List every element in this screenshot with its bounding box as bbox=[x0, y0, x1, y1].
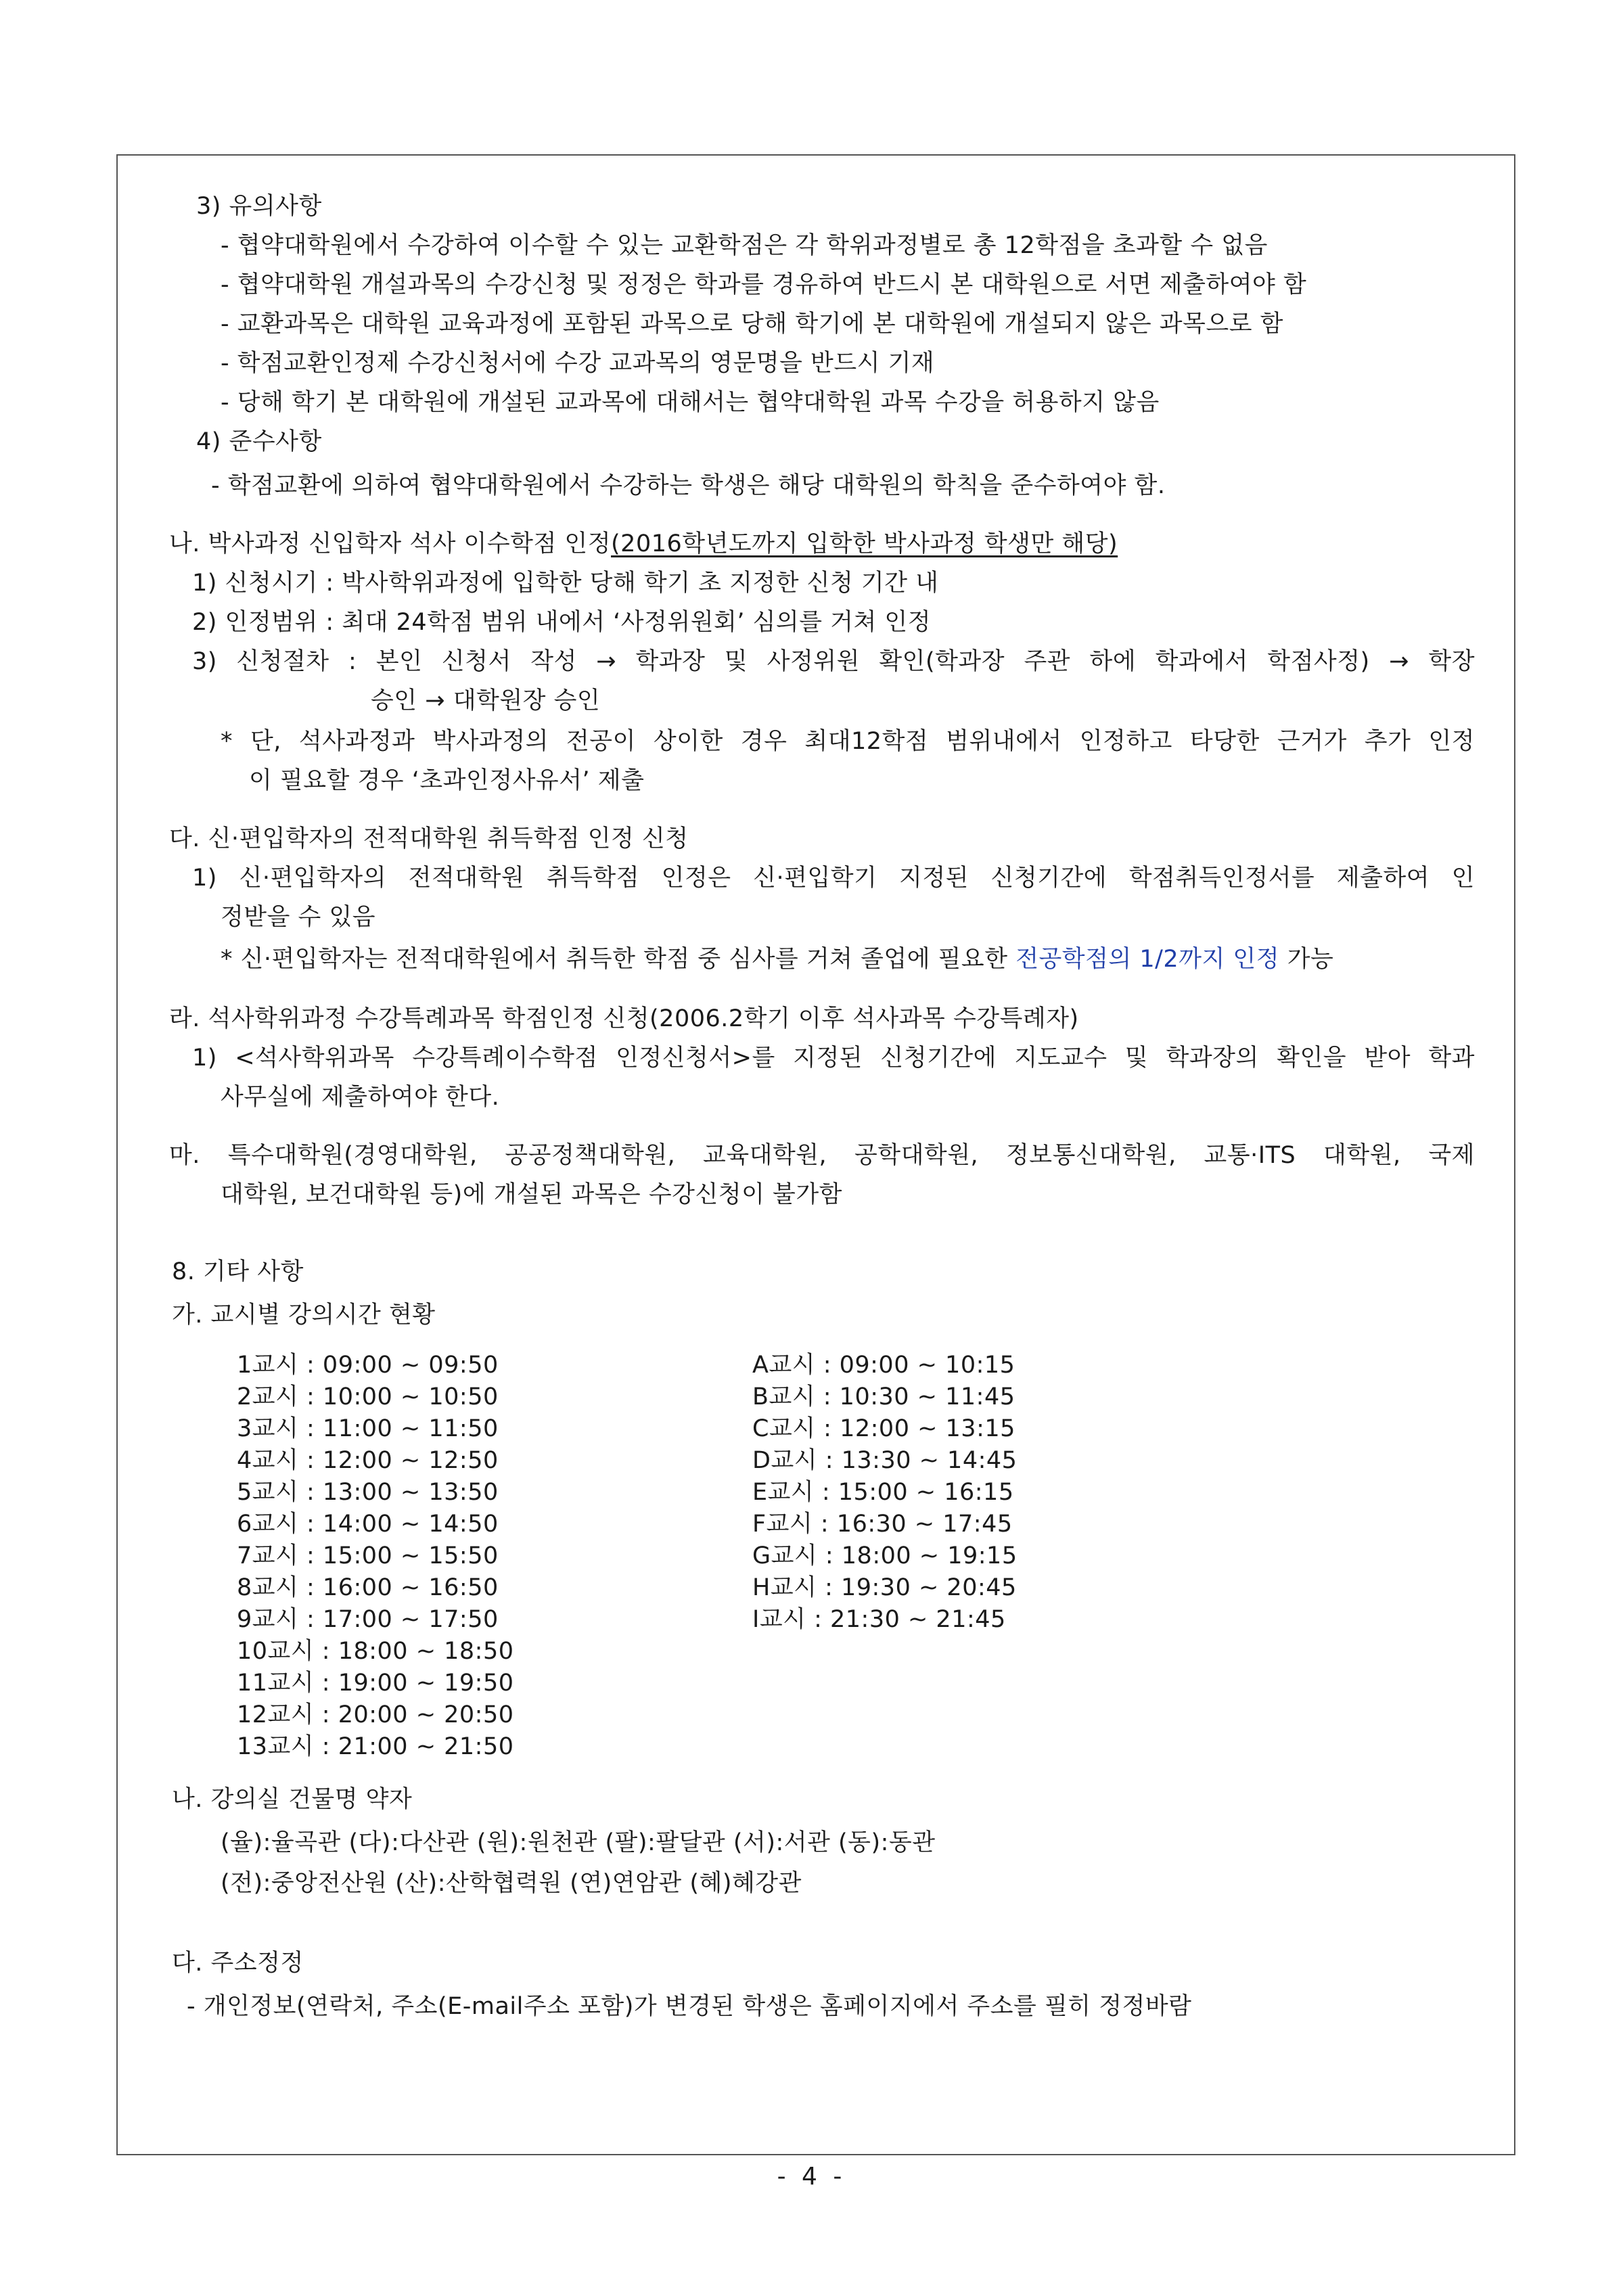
list-item: 1) 신·편입학자의 전적대학원 취득학점 인정은 신·편입학기 지정된 신청기간에 학점취득인정서를 제출하여 인 bbox=[192, 865, 1475, 892]
period-row: E교시 : 15:00 ~ 16:15 bbox=[752, 1479, 1014, 1506]
list-item: - 개인정보(연락처, 주소(E-mail주소 포함)가 변경된 학생은 홈페이지에서 주소를 필히 정정바람 bbox=[187, 1993, 1192, 2020]
page-number: - 4 - bbox=[777, 2163, 846, 2190]
period-row: 11교시 : 19:00 ~ 19:50 bbox=[237, 1670, 514, 1697]
period-row: D교시 : 13:30 ~ 14:45 bbox=[752, 1447, 1018, 1474]
list-item: - 협약대학원에서 수강하여 이수할 수 있는 교환학점은 각 학위과정별로 총 12학점을 초과할 수 없음 bbox=[221, 232, 1268, 259]
subsection-title-class-periods: 가. 교시별 강의시간 현황 bbox=[172, 1302, 436, 1329]
period-row: 13교시 : 21:00 ~ 21:50 bbox=[237, 1733, 514, 1760]
period-row: 8교시 : 16:00 ~ 16:50 bbox=[237, 1574, 499, 1601]
section-title-ma-continuation: 대학원, 보건대학원 등)에 개설된 과목은 수강신청이 불가함 bbox=[221, 1181, 842, 1208]
period-row: 9교시 : 17:00 ~ 17:50 bbox=[237, 1606, 499, 1633]
period-row: 10교시 : 18:00 ~ 18:50 bbox=[237, 1638, 514, 1665]
period-row: I교시 : 21:30 ~ 21:45 bbox=[752, 1606, 1006, 1633]
note: * 신·편입학자는 전적대학원에서 취득한 학점 중 심사를 거쳐 졸업에 필요한 전공학점의 1/2까지 인정 가능 bbox=[221, 946, 1334, 973]
list-item-continuation: 정받을 수 있음 bbox=[221, 904, 376, 931]
section-title-na: 나. 박사과정 신입학자 석사 이수학점 인정(2016학년도까지 입학한 박사과정 학생만 해당) bbox=[169, 530, 1118, 557]
list-item-continuation: 승인 → 대학원장 승인 bbox=[371, 687, 601, 714]
subsection-title-building-abbreviations: 나. 강의실 건물명 약자 bbox=[172, 1786, 413, 1813]
period-row: C교시 : 12:00 ~ 13:15 bbox=[752, 1415, 1015, 1442]
note-continuation: 이 필요할 경우 ‘초과인정사유서’ 제출 bbox=[249, 767, 645, 794]
period-row: 6교시 : 14:00 ~ 14:50 bbox=[237, 1511, 499, 1538]
section-heading-precautions: 3) 유의사항 bbox=[196, 193, 322, 220]
subsection-title-address-change: 다. 주소정정 bbox=[172, 1950, 304, 1977]
period-row: 7교시 : 15:00 ~ 15:50 bbox=[237, 1542, 499, 1569]
list-item: 2) 인정범위 : 최대 24학점 범위 내에서 ‘사정위원회’ 심의를 거쳐 인정 bbox=[192, 609, 932, 636]
list-item: - 학점교환인정제 수강신청서에 수강 교과목의 영문명을 반드시 기재 bbox=[221, 350, 935, 377]
period-row: A교시 : 09:00 ~ 10:15 bbox=[752, 1352, 1015, 1379]
period-row: 5교시 : 13:00 ~ 13:50 bbox=[237, 1479, 499, 1506]
section-title-ra: 라. 석사학위과정 수강특례과목 학점인정 신청(2006.2학기 이후 석사과목 수강특례자) bbox=[169, 1005, 1079, 1032]
period-row: 2교시 : 10:00 ~ 10:50 bbox=[237, 1383, 499, 1410]
list-item: - 교환과목은 대학원 교육과정에 포함된 과목으로 당해 학기에 본 대학원에 개설되지 않은 과목으로 함 bbox=[221, 311, 1283, 338]
period-row: 4교시 : 12:00 ~ 12:50 bbox=[237, 1447, 499, 1474]
section-heading-compliance: 4) 준수사항 bbox=[196, 428, 322, 455]
period-row: G교시 : 18:00 ~ 19:15 bbox=[752, 1542, 1018, 1569]
period-row: B교시 : 10:30 ~ 11:45 bbox=[752, 1383, 1015, 1410]
list-item: - 협약대학원 개설과목의 수강신청 및 정정은 학과를 경유하여 반드시 본 대학원으로 서면 제출하여야 함 bbox=[221, 271, 1307, 298]
period-row: 12교시 : 20:00 ~ 20:50 bbox=[237, 1701, 514, 1728]
period-row: 3교시 : 11:00 ~ 11:50 bbox=[237, 1415, 499, 1442]
section-title-na-underlined: (2016학년도까지 입학한 박사과정 학생만 해당) bbox=[611, 530, 1118, 557]
list-item: - 학점교환에 의하여 협약대학원에서 수강하는 학생은 해당 대학원의 학칙을 준수하여야 함. bbox=[211, 472, 1166, 499]
section-title-ma: 마. 특수대학원(경영대학원, 공공정책대학원, 교육대학원, 공학대학원, 정보통신대학원, 교통·ITS 대학원, 국제 bbox=[169, 1142, 1475, 1169]
highlighted-text: 전공학점의 1/2까지 인정 bbox=[1015, 946, 1280, 973]
building-abbreviations: (전):중앙전산원 (산):산학협력원 (연)연암관 (혜)혜강관 bbox=[221, 1870, 802, 1897]
period-row: H교시 : 19:30 ~ 20:45 bbox=[752, 1574, 1017, 1601]
list-item-continuation: 사무실에 제출하여야 한다. bbox=[221, 1084, 500, 1111]
list-item: - 당해 학기 본 대학원에 개설된 교과목에 대해서는 협약대학원 과목 수강을 허용하지 않음 bbox=[221, 389, 1160, 416]
list-item: 1) <석사학위과목 수강특례이수학점 인정신청서>를 지정된 신청기간에 지도교수 및 학과장의 확인을 받아 학과 bbox=[192, 1044, 1475, 1072]
section-title-da: 다. 신·편입학자의 전적대학원 취득학점 인정 신청 bbox=[169, 825, 689, 852]
period-row: F교시 : 16:30 ~ 17:45 bbox=[752, 1511, 1013, 1538]
list-item: 3) 신청절차 : 본인 신청서 작성 → 학과장 및 사정위원 확인(학과장 주관 하에 학과에서 학점사정) → 학장 bbox=[192, 648, 1475, 675]
list-item: 1) 신청시기 : 박사학위과정에 입학한 당해 학기 초 지정한 신청 기간 내 bbox=[192, 570, 939, 597]
building-abbreviations: (율):율곡관 (다):다산관 (원):원천관 (팔):팔달관 (서):서관 (동):동관 bbox=[221, 1829, 936, 1856]
note: * 단, 석사과정과 박사과정의 전공이 상이한 경우 최대12학점 범위내에서 인정하고 타당한 근거가 추가 인정 bbox=[221, 728, 1475, 755]
section-title-8: 8. 기타 사항 bbox=[172, 1258, 304, 1285]
period-row: 1교시 : 09:00 ~ 09:50 bbox=[237, 1352, 499, 1379]
